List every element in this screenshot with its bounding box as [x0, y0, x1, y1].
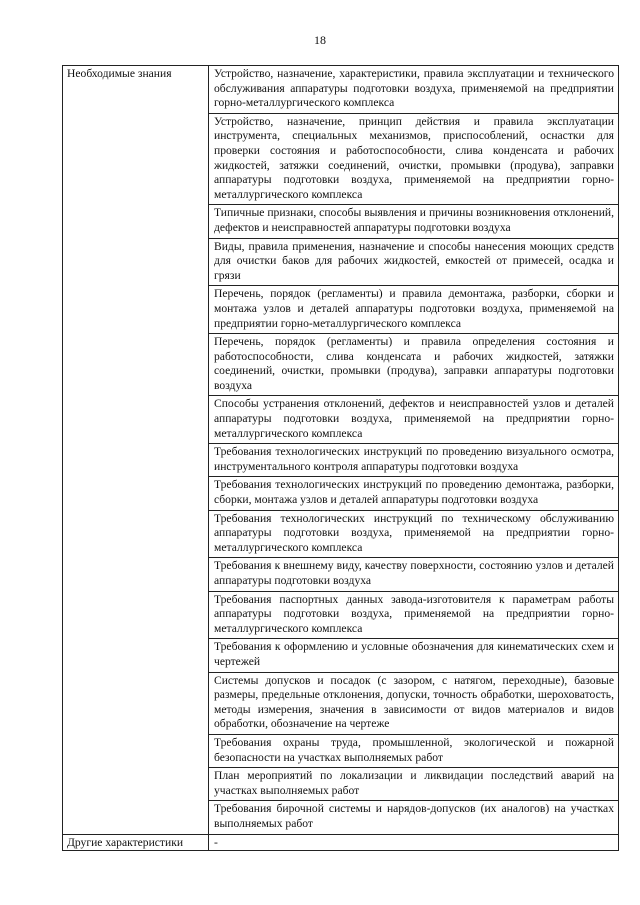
table-row — [63, 834, 619, 851]
list-item: Требования к внешнему виду, качеству поверхности, состоянию узлов и деталей аппаратуры подготовки воздуха — [209, 557, 618, 590]
list-item: Перечень, порядок (регламенты) и правила демонтажа, разборки, сборки и монтажа узлов и деталей аппаратуры подготовки воздуха, применяемой на предприятии горно-металлургического комплекса — [209, 285, 618, 333]
list-item: Типичные признаки, способы выявления и причины возникновения отклонений, дефектов и неисправностей аппаратуры подготовки воздуха — [209, 204, 618, 237]
list-item: Системы допусков и посадок (с зазором, с натягом, переходные), базовые размеры, предельные отклонения, допуски, точность обработки, шероховатость, методы измерения, значения в зависимости от видов материалов и видов обработки, обозначение на чертеже — [209, 672, 618, 734]
other-characteristics-cell — [209, 834, 619, 851]
list-item: Требования к оформлению и условные обозначения для кинематических схем и чертежей — [209, 638, 618, 671]
list-item: Устройство, назначение, характеристики, правила эксплуатации и технического обслуживания аппаратуры подготовки воздуха, применяемой на предприятии горно-металлургического комплекса — [214, 67, 614, 110]
list-item: Способы устранения отклонений, дефектов и неисправностей узлов и деталей аппаратуры подготовки воздуха, применяемой на предприятии горно-металлургического комплекса — [209, 395, 618, 443]
list-item: Требования охраны труда, промышленной, экологической и пожарной безопасности на участках выполняемых работ — [209, 734, 618, 767]
list-item: Требования технологических инструкций по проведению демонтажа, разборки, сборки, монтажа узлов и деталей аппаратуры подготовки воздуха — [209, 476, 618, 509]
row-label: Необходимые знания — [63, 66, 209, 835]
table-row — [63, 66, 619, 835]
knowledge-list — [209, 66, 619, 835]
list-item: Требования бирочной системы и нарядов-допусков (их аналогов) на участках выполняемых работ — [209, 800, 618, 833]
other-characteristics-value: - — [214, 835, 218, 849]
list-item: Требования технологических инструкций по техническому обслуживанию аппаратуры подготовки воздуха, применяемой на предприятии горно-металлургического комплекса — [209, 510, 618, 558]
list-item: Требования технологических инструкций по проведению визуального осмотра, инструментального контроля аппаратуры подготовки воздуха — [209, 443, 618, 476]
requirements-table — [62, 65, 619, 851]
list-item: Требования паспортных данных завода-изготовителя к параметрам работы аппаратуры подготовки воздуха, применяемой на предприятии горно-металлургического комплекса — [209, 591, 618, 639]
page-number: 18 — [314, 33, 326, 47]
list-item: Устройство, назначение, принцип действия и правила эксплуатации инструмента, специальных механизмов, приспособлений, оснастки для проверки состояния и работоспособности, слива конденсата и рабочих жидкостей, затяжки соединений, очистки, промывки (продува), заправки аппаратуры подготовки воздуха, применяемой на предприятии горно-металлургического комплекса — [209, 113, 618, 205]
list-item: Виды, правила применения, назначение и способы нанесения моющих средств для очистки баков для рабочих жидкостей, емкостей от примесей, осадка и грязи — [209, 238, 618, 286]
list-item: Перечень, порядок (регламенты) и правила определения состояния и работоспособности, слива конденсата и рабочих жидкостей, затяжки соединений, очистки, промывки (продува), заправки аппаратуры подготовки воздуха — [209, 333, 618, 395]
row-label: Другие характеристики — [63, 834, 209, 851]
list-item: План мероприятий по локализации и ликвидации последствий аварий на участках выполняемых работ — [209, 767, 618, 800]
